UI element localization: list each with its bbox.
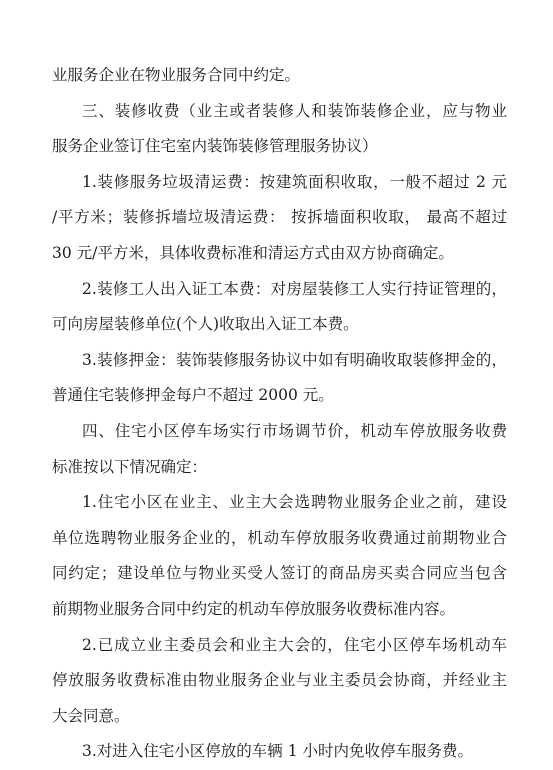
text-line-18: 停放服务收费标准由物业服务企业与业主委员会协商，并经业主 (52, 671, 507, 690)
text-line-4: 1.装修服务垃圾清运费：按建筑面积收取，一般不超过 2 元 (82, 172, 507, 191)
text-line-8: 可向房屋装修单位(个人)收取出入证工本费。 (52, 315, 359, 334)
text-line-2: 三、装修收费（业主或者装修人和装饰装修企业，应与物业 (82, 101, 507, 120)
text-line-16: 前期物业服务合同中约定的机动车停放服务收费标准内容。 (52, 599, 456, 618)
text-line-5: /平方米；装修拆墙垃圾清运费： 按拆墙面积收取， 最高不超过 (52, 208, 507, 227)
text-line-10: 普通住宅装修押金每户不超过 2000 元。 (52, 386, 334, 405)
text-line-11: 四、住宅小区停车场实行市场调节价，机动车停放服务收费 (82, 421, 507, 440)
text-line-14: 单位选聘物业服务企业的，机动车停放服务收费通过前期物业合 (52, 528, 507, 547)
text-line-12: 标准按以下情况确定： (52, 457, 208, 476)
text-line-6: 30 元/平方米，具体收费标准和清运方式由双方协商确定。 (52, 243, 454, 262)
text-line-3: 服务企业签订住宅室内装饰装修管理服务协议） (52, 137, 378, 156)
text-line-7: 2.装修工人出入证工本费：对房屋装修工人实行持证管理的， (82, 279, 507, 298)
text-line-9: 3.装修押金：装饰装修服务协议中如有明确收取装修押金的， (82, 350, 507, 369)
text-line-20: 3.对进入住宅小区停放的车辆 1 小时内免收停车服务费。 (82, 742, 474, 761)
text-line-17: 2.已成立业主委员会和业主大会的，住宅小区停车场机动车 (82, 635, 507, 654)
text-line-1: 业服务企业在物业服务合同中约定。 (52, 66, 301, 84)
text-line-19: 大会同意。 (52, 706, 130, 725)
text-line-15: 同约定；建设单位与物业买受人签订的商品房买卖合同应当包含 (52, 564, 507, 583)
text-line-13: 1.住宅小区在业主、业主大会选聘物业服务企业之前，建设 (82, 493, 507, 512)
